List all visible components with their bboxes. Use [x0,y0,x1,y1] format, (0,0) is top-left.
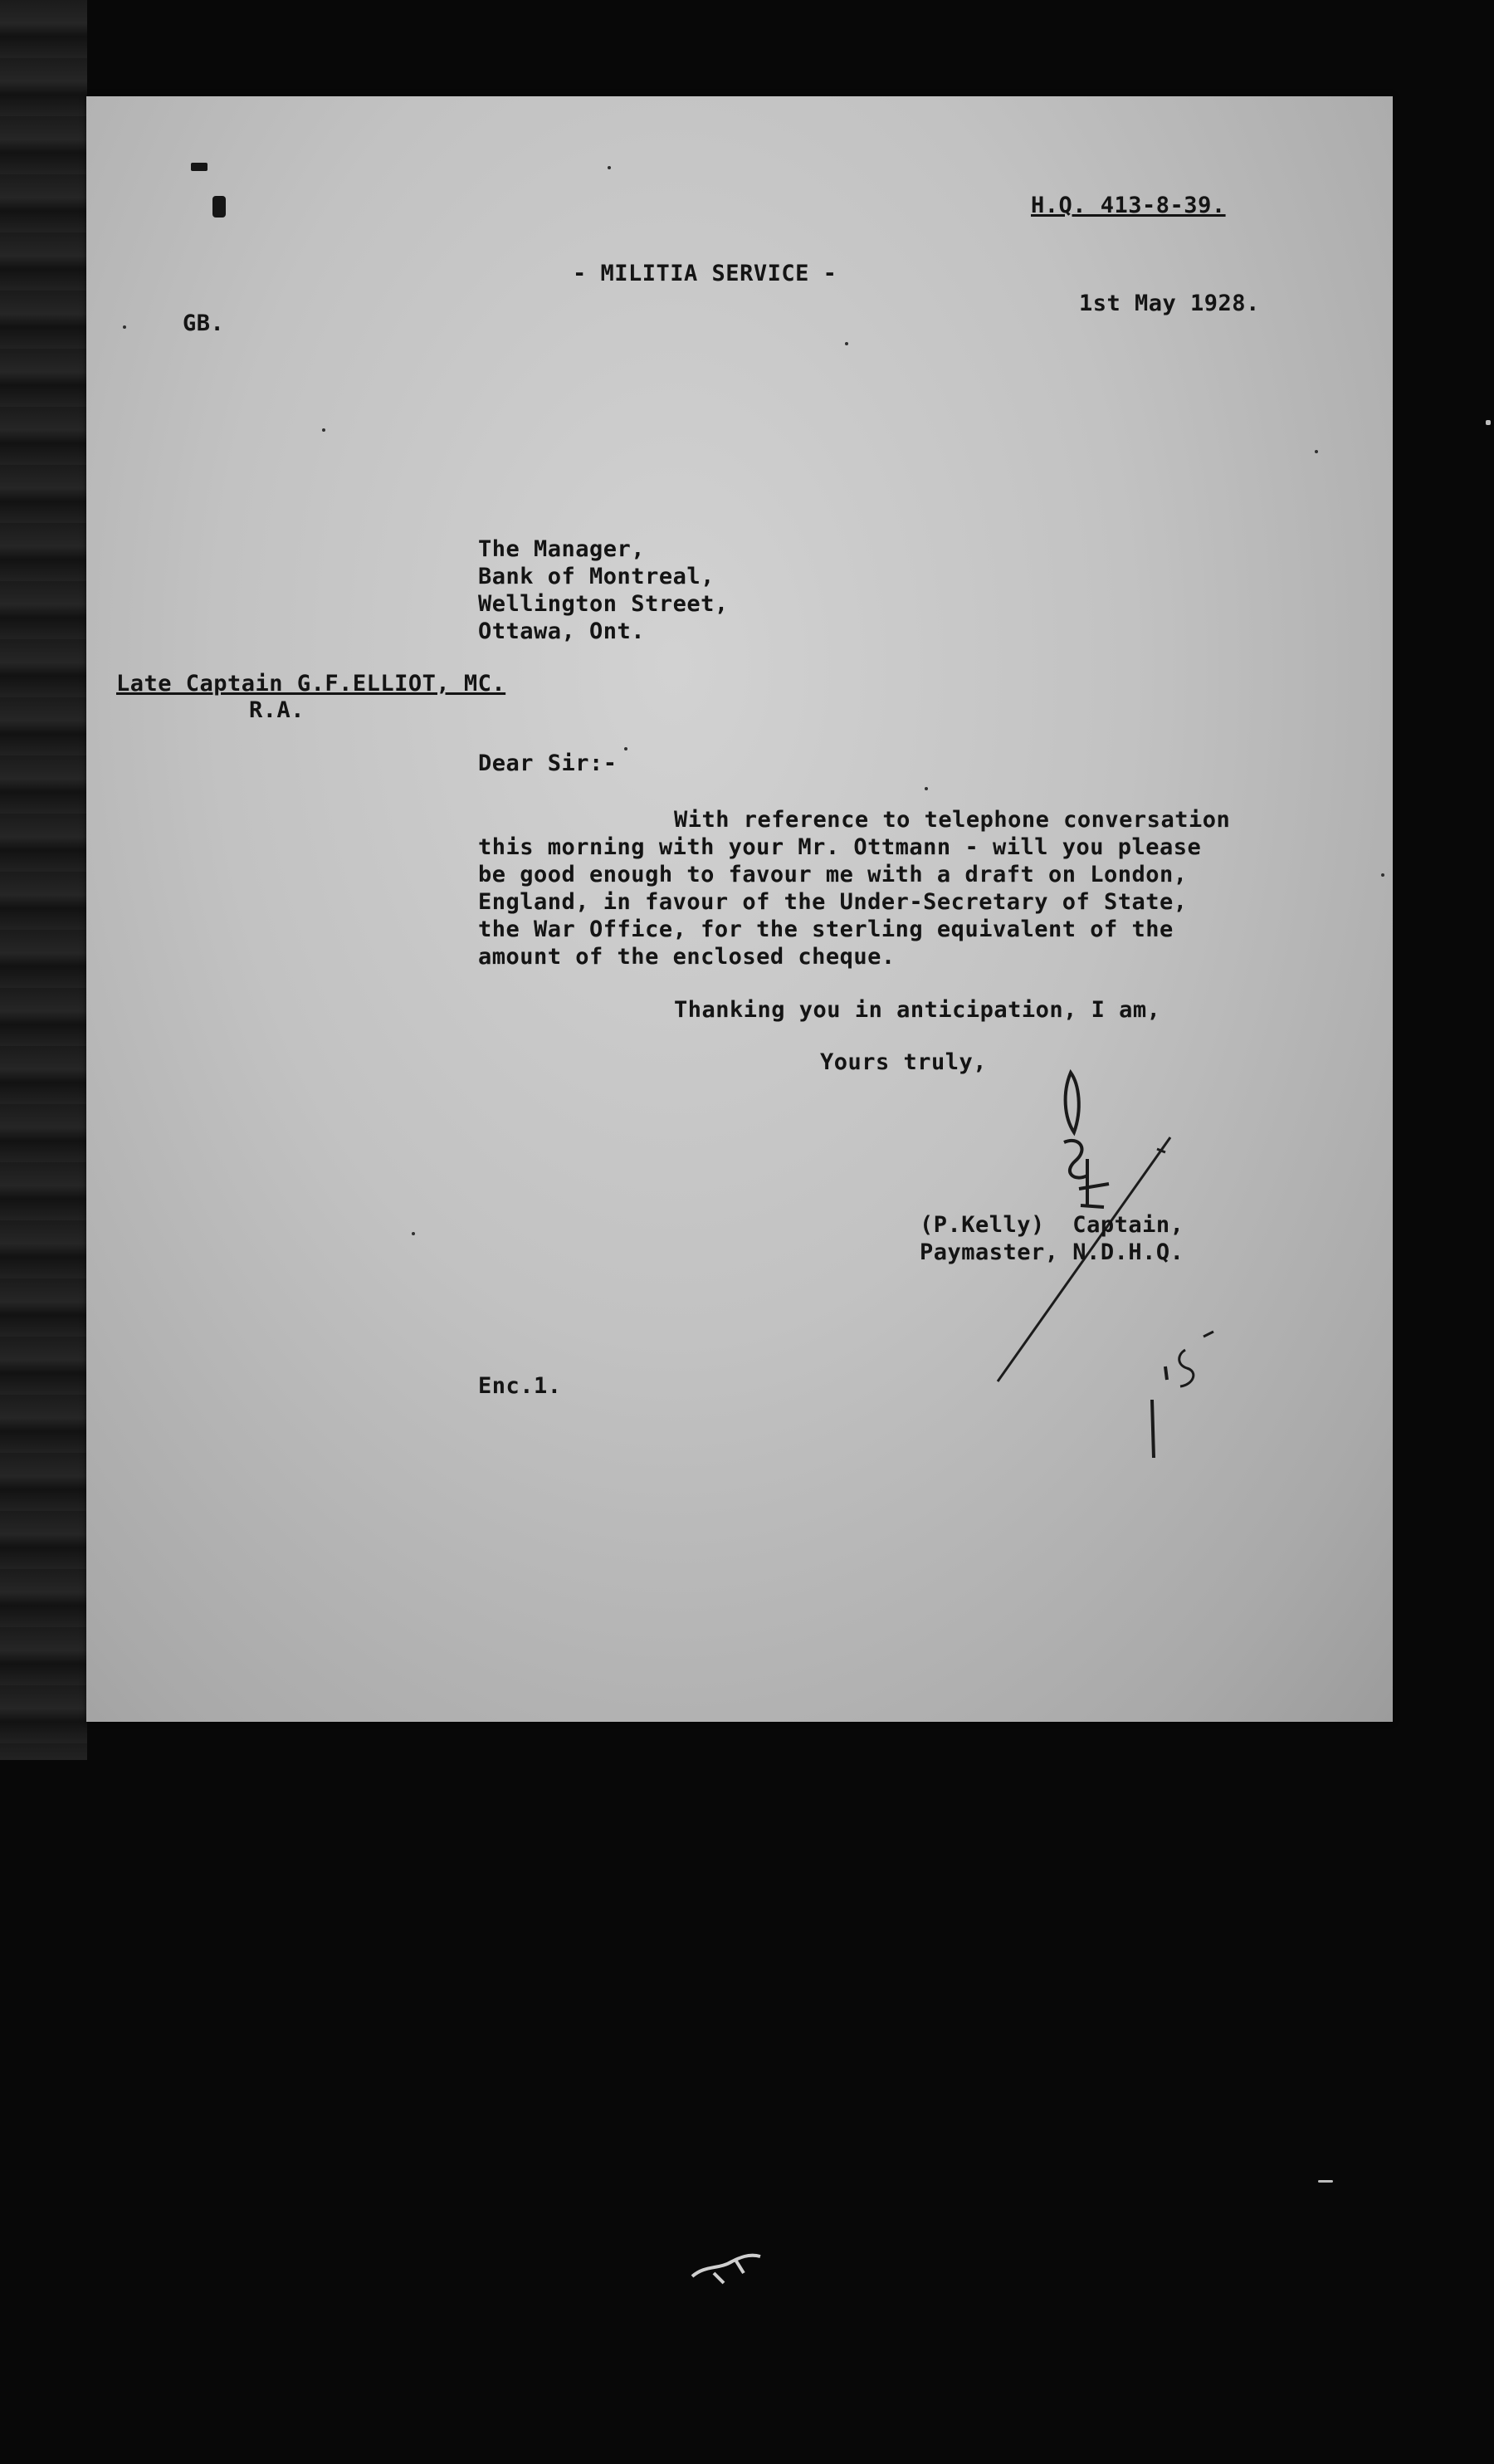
enclosure-note: Enc.1. [478,1373,562,1399]
scan-speck [608,166,611,169]
signatory-office: Paymaster, N.D.H.Q. [920,1239,1184,1265]
body-line: be good enough to favour me with a draft on London, [478,862,1188,887]
scan-speck [1315,450,1318,453]
scan-speck [123,325,126,329]
handwritten-mark [1132,1325,1265,1466]
closing: Yours truly, [820,1049,988,1075]
addressee-line: Bank of Montreal, [478,564,715,589]
file-reference: H.Q. 413-8-39. [1031,193,1226,218]
corner-mark-top [191,163,208,171]
scan-speck [624,747,627,750]
film-scratch [686,2243,769,2293]
thanks-line: Thanking you in anticipation, I am, [674,997,1161,1023]
scan-speck [412,1232,415,1235]
film-edge-strip [0,0,87,1760]
body-line: With reference to telephone conversation [674,807,1231,833]
body-line: amount of the enclosed cheque. [478,944,896,970]
scan-speck [845,342,848,345]
addressee-line: Ottawa, Ont. [478,618,646,644]
corner-mark-bottom [212,196,226,218]
film-speck [1318,2180,1333,2183]
addressee-line: Wellington Street, [478,591,729,617]
addressee-line: The Manager, [478,536,646,562]
film-speck [1486,420,1491,425]
service-heading: - MILITIA SERVICE - [573,261,837,286]
subject-line: Late Captain G.F.ELLIOT, MC. [116,671,506,697]
scan-speck [1381,873,1384,877]
scan-speck [925,787,928,790]
body-line: the War Office, for the sterling equivalent of the [478,917,1174,942]
body-line: this morning with your Mr. Ottmann - will you please [478,834,1202,860]
typist-initials: GB. [183,310,225,336]
letter-page [86,96,1393,1722]
body-line: England, in favour of the Under-Secretary of State, [478,889,1188,915]
scan-speck [322,428,325,432]
subject-regiment: R.A. [249,697,305,723]
letter-date: 1st May 1928. [1079,291,1260,316]
salutation: Dear Sir:- [478,750,618,776]
signatory-name-rank: (P.Kelly) Captain, [920,1212,1184,1238]
